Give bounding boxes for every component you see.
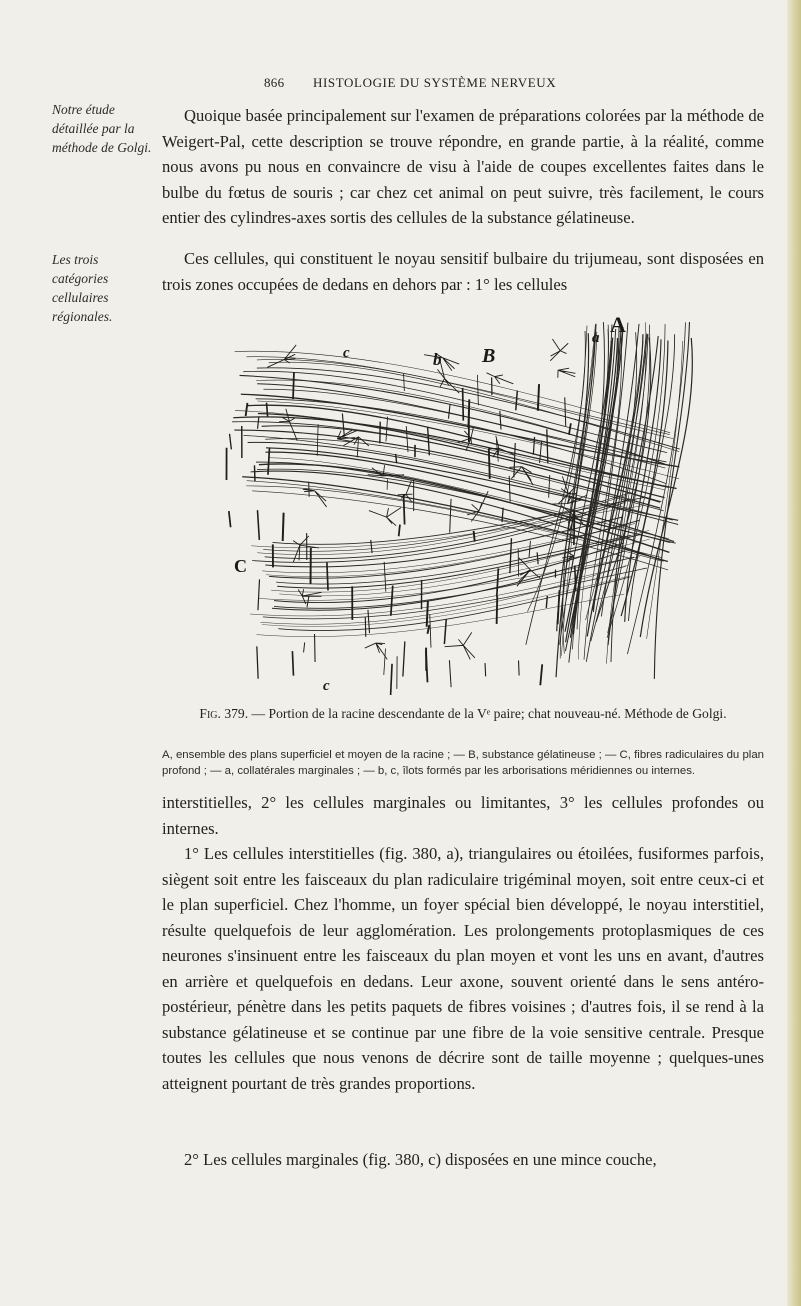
page-number: 866: [264, 75, 285, 90]
margin-note-golgi: Notre étude détaillée par la méthode de Golgi.: [52, 102, 152, 155]
paragraph-zones: Ces cellules, qui constituent le noyau sensitif bulbaire du trijumeau, sont disposées en trois zones occupées de dedans en dehors par : 1° les cellules: [162, 249, 764, 294]
label-A: A: [610, 312, 626, 337]
paragraph-marginal: 2° Les cellules marginales (fig. 380, c) disposées en une mince couche,: [184, 1150, 657, 1169]
collateral: [327, 563, 328, 591]
figure-golgi-root: [190, 310, 710, 695]
histology-drawing: [190, 310, 710, 695]
collateral: [497, 596, 498, 623]
running-title: HISTOLOGIE DU SYSTÈME NERVEUX: [313, 75, 557, 90]
label-c-top: c: [343, 345, 350, 361]
label-b: b: [433, 350, 442, 369]
collateral: [489, 448, 490, 479]
collateral: [575, 565, 576, 590]
paragraph-continuation: interstitielles, 2° les cellules marginales ou limitantes, 3° les cellules profondes ou internes.: [162, 793, 764, 838]
caption-text: — Portion de la racine descendante de la Vᵉ paire; chat nouveau-né. Méthode de Golgi.: [251, 706, 727, 721]
collateral: [519, 660, 520, 675]
collateral: [292, 651, 293, 676]
collateral: [485, 663, 486, 676]
collateral: [538, 384, 539, 411]
collateral: [283, 513, 284, 541]
label-B: B: [482, 345, 496, 367]
label-a: a: [592, 330, 600, 346]
label-C: C: [234, 556, 247, 576]
collateral: [427, 601, 428, 627]
figure-caption-title: [162, 704, 764, 723]
page-edge: [787, 0, 801, 1306]
running-head: [0, 75, 801, 93]
label-c-bottom: c: [323, 678, 330, 694]
margin-note-categories: Les trois catégories cellulaires régionales.: [52, 252, 113, 324]
collateral: [463, 388, 464, 421]
collateral: [293, 372, 294, 399]
paragraph-intro: Quoique basée principalement sur l'examen de préparations colorées par la méthode de Weigert-Pal, cette description se trouve répondre, en grande partie, à la réalité, comme nous avons pu nous en convaincre de visu à l'aide de coupes excellentes faites dans le bulbe du fœtus de souris ; car chez cet animal on peut suivre, très facilement, le cours entier des cylindres-axes sortis des cellules de la substance gélatineuse.: [162, 106, 764, 227]
collateral: [474, 531, 475, 542]
collateral: [404, 494, 405, 524]
paragraph-interstitial: 1° Les cellules interstitielles (fig. 380, a), triangulaires ou étoilées, fusiformes parfois, siègent soit entre les faisceaux du plan radiculaire trigéminal moyen, soit entre ceux-ci et le plan superficiel. Chez l'homme, un foyer spécial bien développé, le noyau interstitiel, résulte quelquefois de leur agglomération. Les prolongements protoplasmiques de ces neurones s'insinuent entre les faisceaux du plan moyen et vont les uns en avant, d'autres en arrière et quelquefois en dedans. Leur axone, souvent orienté dans le sens antéro-postérieur, pénètre dans les petits paquets de fibres voisines ; d'autres fois, il se rend à la substance gélatineuse et se continue par une fibre de la voie sensitive centrale. Presque toutes les cellules que nous venons de décrire sont de taille moyenne ; quelques-unes atteignent pourtant de très grandes proportions.: [162, 844, 764, 1093]
figure-caption-legend: A, ensemble des plans superficiel et moyen de la racine ; — B, substance gélatineuse ; — C, fibres radiculaires du plan profond ; — a, collatérales marginales ; — b, c, îlots formés par les arborisations méridiennes ou internes.: [162, 749, 764, 777]
caption-prefix: Fig. 379.: [199, 706, 249, 721]
collateral: [315, 634, 316, 662]
collateral: [267, 403, 268, 417]
